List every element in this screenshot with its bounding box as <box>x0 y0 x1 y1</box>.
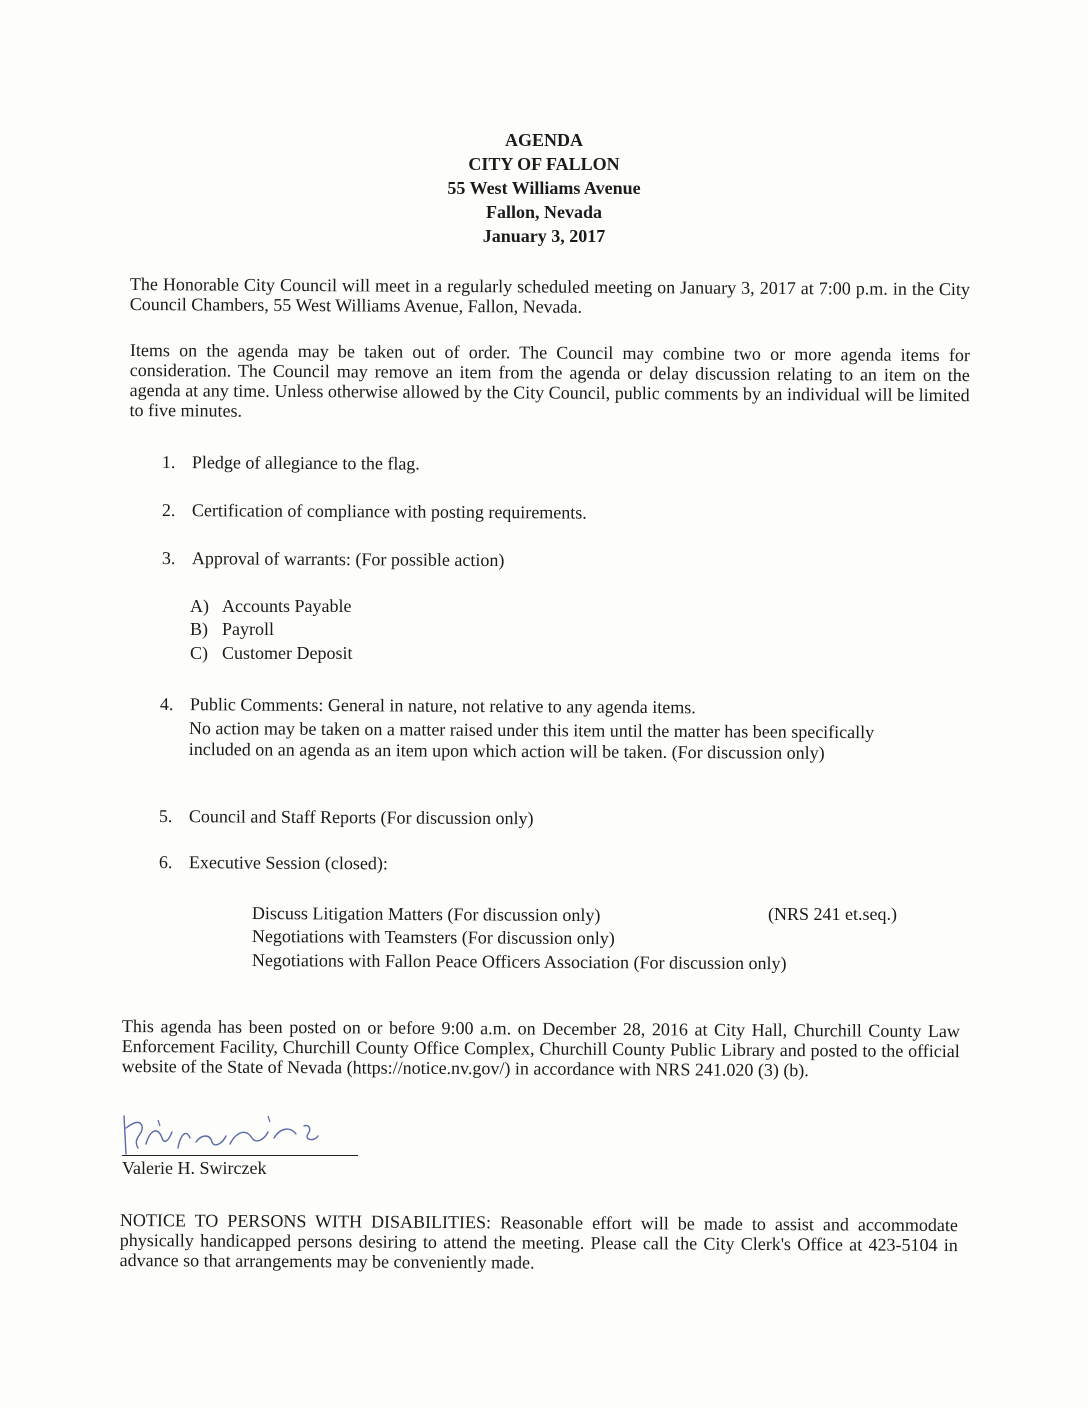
header-title: AGENDA <box>504 130 583 150</box>
warrant-c <box>190 641 353 665</box>
executive-peace-officers: Negotiations with Fallon Peace Officers Association (For discussion only) <box>251 950 787 974</box>
signature-name: Valerie H. Swirczek <box>122 1158 267 1178</box>
signature-line <box>122 1155 358 1156</box>
agenda-item-4 <box>160 694 696 718</box>
warrant-text: Payroll <box>222 619 274 639</box>
warrant-letter: B) <box>190 619 208 639</box>
item-text: Pledge of allegiance to the flag. <box>191 452 420 474</box>
item-text: Executive Session (closed): <box>188 852 388 874</box>
item-text: Approval of warrants: (For possible action) <box>191 548 505 571</box>
disability-notice: NOTICE TO PERSONS WITH DISABILITIES: Reasonable effort will be made to assist and accommodate physically handicapped persons desiring to attend the meeting. Please call the City Clerk's Office at 423-5104 in advance so that arrangements may be conveniently made. <box>119 1210 958 1273</box>
rules-paragraph: Items on the agenda may be taken out of order. The Council may combine two or more agenda items for consideration. The Council may remove an item from the agenda or delay discussion relating to an item on the agenda at any time. Unless otherwise allowed by the City Council, public comments by an individual will be limited to five minutes. <box>129 340 970 421</box>
item-number: 4. <box>159 694 174 715</box>
item-number: 6. <box>158 852 173 873</box>
intro-paragraph: The Honorable City Council will meet in a regularly scheduled meeting on January 3, 2017 at 7:00 p.m. in the City Council Chambers, 55 West Williams Avenue, Fallon, Nevada. <box>129 274 970 317</box>
header-date: January 3, 2017 <box>482 226 606 246</box>
item-4-detail: No action may be taken on a matter raised under this item until the matter has been specifically included on an agenda as an item upon which action will be taken. (For discussion only) <box>188 718 875 763</box>
agenda-item-5 <box>159 806 534 829</box>
agenda-item-1 <box>162 452 420 475</box>
header-location: Fallon, Nevada <box>485 202 602 222</box>
item-number: 1. <box>161 452 176 473</box>
item-text: Council and Staff Reports (For discussion only) <box>188 806 534 829</box>
agenda-item-3 <box>162 548 505 571</box>
warrant-a <box>190 594 351 618</box>
warrant-text: Accounts Payable <box>222 596 352 616</box>
item-number: 2. <box>161 500 176 521</box>
agenda-item-2 <box>162 500 587 524</box>
executive-litigation: Discuss Litigation Matters (For discussion only) <box>251 903 601 926</box>
executive-nrs-reference: (NRS 241 et.seq.) <box>768 904 897 924</box>
agenda-item-6 <box>159 852 388 874</box>
posting-paragraph: This agenda has been posted on or before 9:00 a.m. on December 28, 2016 at City Hall, Churchill County Law Enforcement Facility, Churchill County Office Complex, Churchill County Public Library and posted to the official website of the State of Nevada (https://notice.nv.gov/) in accordance with NRS 241.020 (3) (b). <box>121 1016 960 1081</box>
agenda-header <box>0 128 1088 248</box>
header-city: CITY OF FALLON <box>468 154 620 174</box>
item-number: 3. <box>161 548 176 569</box>
executive-teamsters: Negotiations with Teamsters (For discussion only) <box>251 926 615 949</box>
item-text: Certification of compliance with posting requirements. <box>191 500 587 523</box>
warrant-letter: C) <box>190 643 208 663</box>
handwritten-signature <box>118 1108 328 1158</box>
warrant-letter: A) <box>190 596 209 616</box>
item-number: 5. <box>158 806 173 827</box>
header-address: 55 West Williams Avenue <box>447 178 641 198</box>
item-text: Public Comments: General in nature, not relative to any agenda items. <box>189 694 696 718</box>
warrant-b <box>190 617 274 641</box>
warrant-text: Customer Deposit <box>222 643 353 663</box>
